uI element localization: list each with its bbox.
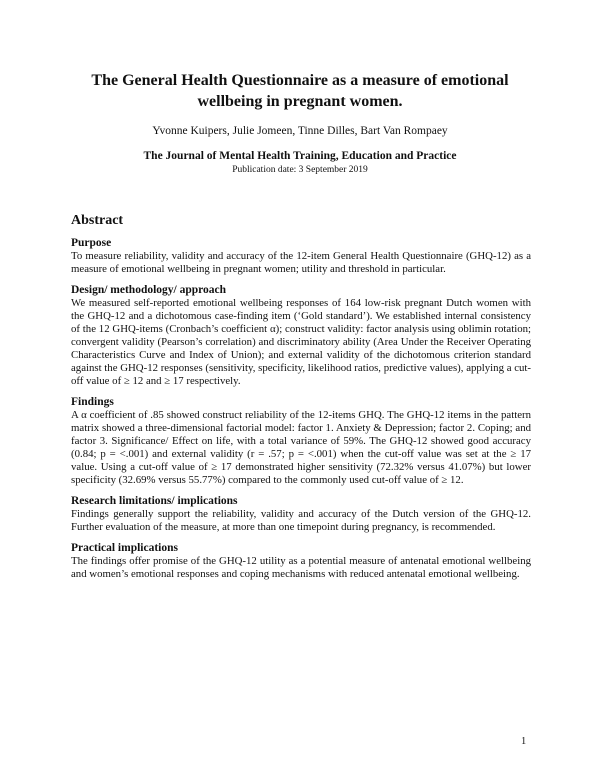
section-text: To measure reliability, validity and accuracy of the 12-item General Health Questionnaire (GHQ-12) as a measure of emotional wellbeing in pregnant women; utility and threshold in particular.	[71, 250, 531, 275]
section-practical-implications	[71, 541, 531, 581]
section-heading: Findings	[71, 396, 114, 408]
section-heading: Purpose	[71, 237, 112, 249]
abstract-body	[71, 236, 531, 588]
publication-date: Publication date: 3 September 2019	[232, 165, 368, 175]
section-text: We measured self-reported emotional wellbeing responses of 164 low-risk pregnant Dutch women with the GHQ-12 and a dichotomous case-finding item (‘Gold standard’). We established internal consistency of the 12 GHQ-items (Cronbach’s coefficient α); construct validity: factor analysis using oblimin rotation; convergent validity (Pearson’s correlation) and discriminatory ability (Area Under the Receiver Operating Characteristics Curve and Index of Union); and external validity of the dichotomous criterion standard against the GHQ-12 responses (sensitivity, specificity, likelihood ratios, predictive values), applying a cut-off value of ≥ 12 and ≥ 17 respectively.	[71, 297, 531, 387]
section-findings	[71, 395, 531, 487]
paper-title	[60, 70, 540, 112]
section-heading: Design/ methodology/ approach	[71, 284, 227, 296]
title-line-1: The General Health Questionnaire as a measure of emotional	[91, 72, 509, 89]
section-text: The findings offer promise of the GHQ-12 utility as a potential measure of antenatal emotional wellbeing and women’s emotional responses and coping mechanisms with reduced antenatal emotional wellbeing.	[71, 555, 531, 580]
section-research-limitations	[71, 494, 531, 534]
section-text: Findings generally support the reliability, validity and accuracy of the Dutch version of the GHQ-12. Further evaluation of the measure, at more than one timepoint during pregnancy, is recommended.	[71, 508, 531, 533]
section-heading: Research limitations/ implications	[71, 495, 238, 507]
section-design-methodology	[71, 283, 531, 388]
page-number: 1	[521, 736, 527, 747]
title-line-2: wellbeing in pregnant women.	[197, 93, 403, 110]
author-list: Yvonne Kuipers, Julie Jomeen, Tinne Dilles, Bart Van Rompaey	[152, 125, 448, 137]
abstract-heading: Abstract	[71, 213, 124, 228]
section-purpose	[71, 236, 531, 276]
section-heading: Practical implications	[71, 542, 178, 554]
journal-name: The Journal of Mental Health Training, Education and Practice	[143, 150, 457, 162]
section-text: A α coefficient of .85 showed construct reliability of the 12-items GHQ. The GHQ-12 items in the pattern matrix showed a three-dimensional factorial model: factor 1. Anxiety & Depression; factor 2. Coping; and factor 3. Significance/ Effect on life, with a total variance of 59%. The GHQ-12 showed good accuracy (0.84; p = <.001) and external validity (r = .57; p = <.001) when the cut-off value was set at the ≥ 17 value. Using a cut-off value of ≥ 17 demonstrated higher sensitivity (72.32% versus 41.07%) but lower specificity (32.69% versus 55.77%) compared to the commonly used cut-off value of ≥ 12.	[71, 409, 531, 486]
